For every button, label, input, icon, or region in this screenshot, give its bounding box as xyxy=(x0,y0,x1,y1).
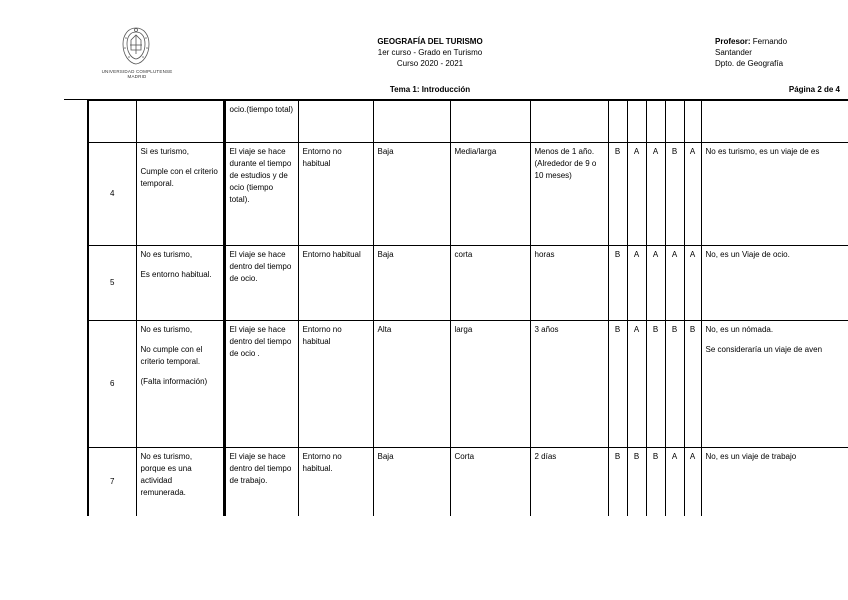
criterion-cell xyxy=(627,143,646,246)
time-cell xyxy=(224,448,298,517)
criterion-value: A xyxy=(633,147,640,156)
criterion-value: B xyxy=(652,452,659,461)
table-row xyxy=(88,448,848,517)
environment-cell xyxy=(298,246,373,321)
observation-cell xyxy=(701,101,848,143)
table-row xyxy=(88,246,848,321)
criterion-cell xyxy=(608,246,627,321)
duration-type-cell-text: corta xyxy=(454,250,473,259)
table-row xyxy=(88,321,848,448)
department: Dpto. de Geografía xyxy=(715,59,784,68)
duration-type-cell xyxy=(450,321,530,448)
environment-cell xyxy=(298,448,373,517)
observation-cell-text: Se consideraría un viaje de aven xyxy=(705,345,823,354)
duration-cell-text: Menos de 1 año. (Alrededor de 9 o 10 meses) xyxy=(534,147,597,180)
duration-type-cell-text: Corta xyxy=(454,452,475,461)
conclusion-cell-text: No es turismo, porque es una actividad remunerada. xyxy=(140,452,193,497)
analysis-table-container xyxy=(87,100,848,516)
professor-line xyxy=(715,36,845,47)
conclusion-cell-text: No es turismo, xyxy=(140,325,193,334)
course-year: Curso 2020 - 2021 xyxy=(396,59,464,68)
criterion-value: A xyxy=(689,147,696,156)
time-cell-text: El viaje se hace dentro del tiempo de trabajo. xyxy=(229,452,292,485)
frequency-cell-text: Baja xyxy=(377,147,394,156)
criterion-cell xyxy=(665,448,684,517)
time-cell-text: El viaje se hace dentro del tiempo de ocio. xyxy=(229,250,292,283)
criterion-value: A xyxy=(689,250,696,259)
criterion-value: A xyxy=(633,325,640,334)
criterion-cell xyxy=(608,143,627,246)
row-number: 7 xyxy=(110,477,115,487)
duration-type-cell xyxy=(450,246,530,321)
conclusion-cell xyxy=(136,143,224,246)
course-line: 1er curso - Grado en Turismo xyxy=(377,48,483,57)
time-cell xyxy=(224,143,298,246)
frequency-cell xyxy=(373,101,450,143)
observation-cell xyxy=(701,246,848,321)
conclusion-cell xyxy=(136,101,224,143)
criterion-value: A xyxy=(652,147,659,156)
criterion-cell xyxy=(627,321,646,448)
row-number: 5 xyxy=(110,278,115,287)
frequency-cell xyxy=(373,246,450,321)
time-cell-text: El viaje se hace durante el tiempo de estudios y de ocio (tiempo total). xyxy=(229,147,292,204)
course-header xyxy=(330,36,530,69)
criterion-cell xyxy=(646,101,665,143)
duration-cell-text: 2 días xyxy=(534,452,557,461)
frequency-cell xyxy=(373,448,450,517)
observation-cell-text: No, es un viaje de trabajo xyxy=(705,452,797,461)
row-number-cell xyxy=(88,143,136,246)
criterion-cell xyxy=(665,246,684,321)
environment-cell-text: Entorno no habitual. xyxy=(302,452,342,473)
conclusion-cell-text: No cumple con el criterio temporal. xyxy=(140,345,203,366)
professor-last-name: Santander xyxy=(715,48,752,57)
criterion-cell xyxy=(627,448,646,517)
time-cell xyxy=(224,321,298,448)
criterion-cell xyxy=(684,101,701,143)
observation-cell-text: No, es un Viaje de ocio. xyxy=(705,250,790,259)
duration-cell-text: 3 años xyxy=(534,325,559,334)
criterion-value: A xyxy=(633,250,640,259)
professor-first-name: Fernando xyxy=(752,37,788,46)
criterion-cell xyxy=(608,101,627,143)
environment-cell xyxy=(298,101,373,143)
time-cell xyxy=(224,246,298,321)
environment-cell-text: Entorno no habitual xyxy=(302,325,342,346)
conclusion-cell-text: Cumple con el criterio temporal. xyxy=(140,167,218,188)
criterion-cell xyxy=(665,321,684,448)
criterion-cell xyxy=(627,101,646,143)
environment-cell xyxy=(298,143,373,246)
observation-cell-text: No es turismo, es un viaje de es xyxy=(705,147,820,156)
frequency-cell xyxy=(373,143,450,246)
frequency-cell-text: Alta xyxy=(377,325,392,334)
criterion-cell xyxy=(684,143,701,246)
observation-cell xyxy=(701,448,848,517)
criterion-value: B xyxy=(652,325,659,334)
time-cell-text: El viaje se hace dentro del tiempo de ocio . xyxy=(229,325,292,358)
conclusion-cell-text: (Falta información) xyxy=(140,377,208,386)
frequency-cell-text: Baja xyxy=(377,452,394,461)
time-cell-text: ocio.(tiempo total) xyxy=(229,105,294,114)
criterion-value: A xyxy=(689,452,696,461)
observation-cell-text: No, es un nómada. xyxy=(705,325,774,334)
environment-cell xyxy=(298,321,373,448)
criterion-value: B xyxy=(614,325,621,334)
criterion-cell xyxy=(684,246,701,321)
criterion-value: B xyxy=(671,325,678,334)
table-row xyxy=(88,101,848,143)
conclusion-cell-text: No es turismo, xyxy=(140,250,193,259)
criterion-value: B xyxy=(689,325,696,334)
professor-label: Profesor: xyxy=(715,37,751,46)
duration-cell xyxy=(530,321,608,448)
row-number-cell xyxy=(88,101,136,143)
criterion-value: B xyxy=(614,452,621,461)
criterion-value: A xyxy=(671,250,678,259)
duration-type-cell xyxy=(450,143,530,246)
criterion-value: B xyxy=(671,147,678,156)
page-number: Página 2 de 4 xyxy=(788,85,840,94)
time-cell xyxy=(224,101,298,143)
table-row xyxy=(88,143,848,246)
environment-cell-text: Entorno habitual xyxy=(302,250,361,259)
duration-cell xyxy=(530,101,608,143)
criterion-cell xyxy=(646,448,665,517)
criterion-value: A xyxy=(652,250,659,259)
criterion-value: B xyxy=(614,250,621,259)
row-number-cell xyxy=(88,448,136,517)
criterion-cell xyxy=(684,321,701,448)
criterion-value: B xyxy=(614,147,621,156)
row-number: 4 xyxy=(110,189,115,198)
row-number-cell xyxy=(88,246,136,321)
frequency-cell xyxy=(373,321,450,448)
analysis-table xyxy=(87,100,848,516)
conclusion-cell-text: Es entorno habitual. xyxy=(140,270,212,279)
duration-type-cell-text: Media/larga xyxy=(454,147,497,156)
duration-cell xyxy=(530,246,608,321)
criterion-cell xyxy=(646,321,665,448)
criterion-cell xyxy=(608,321,627,448)
criterion-cell xyxy=(627,246,646,321)
row-number-cell xyxy=(88,321,136,448)
observation-cell xyxy=(701,143,848,246)
topic-title: Tema 1: Introducción xyxy=(389,85,471,94)
duration-type-cell xyxy=(450,448,530,517)
conclusion-cell-text: Si es turismo, xyxy=(140,147,189,156)
duration-cell-text: horas xyxy=(534,250,555,259)
observation-cell xyxy=(701,321,848,448)
duration-cell xyxy=(530,448,608,517)
course-title: GEOGRAFÍA DEL TURISMO xyxy=(377,37,483,46)
criterion-cell xyxy=(665,101,684,143)
criterion-cell xyxy=(608,448,627,517)
conclusion-cell xyxy=(136,246,224,321)
duration-cell xyxy=(530,143,608,246)
professor-header xyxy=(715,36,845,69)
criterion-value: B xyxy=(633,452,640,461)
criterion-cell xyxy=(646,143,665,246)
criterion-cell xyxy=(684,448,701,517)
conclusion-cell xyxy=(136,321,224,448)
university-seal-icon xyxy=(118,26,154,66)
row-number: 6 xyxy=(110,379,115,388)
criterion-value: A xyxy=(671,452,678,461)
environment-cell-text: Entorno no habitual xyxy=(302,147,342,168)
frequency-cell-text: Baja xyxy=(377,250,394,259)
duration-type-cell xyxy=(450,101,530,143)
conclusion-cell xyxy=(136,448,224,517)
university-logo-text: UNIVERSIDAD COMPLUTENSE MADRID xyxy=(101,69,173,79)
criterion-cell xyxy=(665,143,684,246)
criterion-cell xyxy=(646,246,665,321)
duration-type-cell-text: larga xyxy=(454,325,473,334)
